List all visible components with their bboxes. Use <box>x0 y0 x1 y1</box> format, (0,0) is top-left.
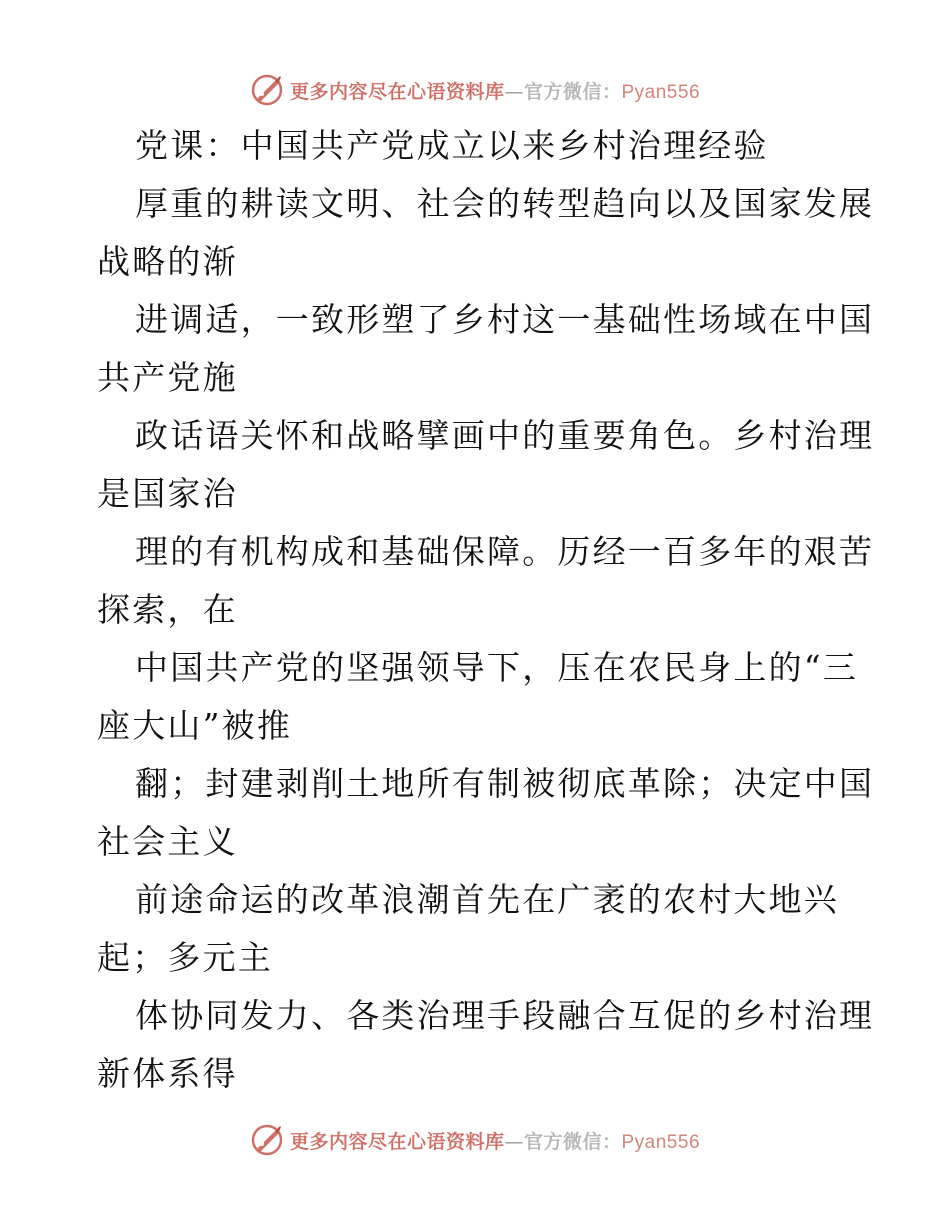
header-watermark-banner <box>0 70 950 110</box>
watermark-site-name: 更多内容尽在心语资料库 <box>289 1130 505 1153</box>
watermark-wechat-id: Pyan556 <box>621 81 701 103</box>
watermark-text <box>290 1127 700 1154</box>
paragraph-line: 探索，在 <box>97 590 238 629</box>
watermark-text <box>290 77 700 104</box>
paragraph-line: 新体系得 <box>97 1054 238 1093</box>
paragraph-line: 体协同发力、各类治理手段融合互促的乡村治理 <box>135 996 875 1035</box>
quill-pen-logo-icon <box>250 73 284 107</box>
watermark-wechat-id: Pyan556 <box>621 1131 701 1153</box>
watermark-wechat-label: 官方微信： <box>523 80 622 103</box>
paragraph-line: 前途命运的改革浪潮首先在广袤的农村大地兴 <box>135 880 839 919</box>
paragraph-line: 理的有机构成和基础保障。历经一百多年的艰苦 <box>135 532 875 571</box>
watermark-site-name: 更多内容尽在心语资料库 <box>289 80 505 103</box>
paragraph-line: 战略的渐 <box>97 242 238 281</box>
paragraph-line: 共产党施 <box>97 358 238 397</box>
paragraph-line: 翻；封建剥削土地所有制被彻底革除；决定中国 <box>135 764 875 803</box>
paragraph-line: 中国共产党的坚强领导下，压在农民身上的“三 <box>135 648 859 687</box>
watermark-wechat-label: 官方微信： <box>523 1130 622 1153</box>
document-title: 党课：中国共产党成立以来乡村治理经验 <box>135 126 769 165</box>
paragraph-line: 座大山”被推 <box>97 706 293 745</box>
paragraph-line: 是国家治 <box>97 474 238 513</box>
quill-pen-logo-icon <box>250 1123 284 1157</box>
watermark-dash: — <box>504 80 524 103</box>
watermark-dash: — <box>504 1130 524 1153</box>
paragraph-line: 厚重的耕读文明、社会的转型趋向以及国家发展 <box>135 184 875 223</box>
paragraph-line: 起；多元主 <box>97 938 273 977</box>
paragraph-line: 社会主义 <box>97 822 238 861</box>
document-body <box>97 117 875 1103</box>
paragraph-line: 进调适，一致形塑了乡村这一基础性场域在中国 <box>135 300 875 339</box>
paragraph-line: 政话语关怀和战略擘画中的重要角色。乡村治理 <box>135 416 875 455</box>
footer-watermark-banner <box>0 1120 950 1160</box>
